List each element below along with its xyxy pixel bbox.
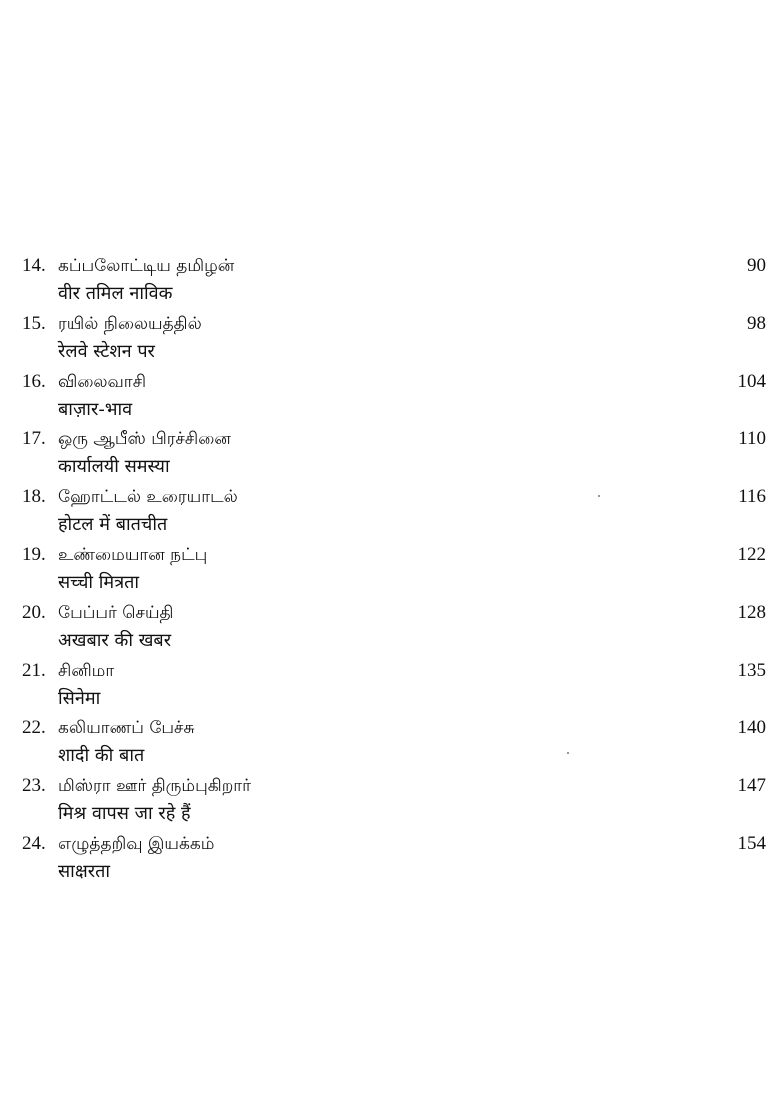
toc-entry (22, 368, 770, 426)
chapter-number: 18. (22, 486, 46, 508)
chapter-title-tamil: கப்பலோட்டிய தமிழன் (58, 256, 235, 276)
chapter-title-hindi: होटल में बातचीत (58, 514, 168, 536)
chapter-title-hindi: सिनेमा (58, 687, 101, 709)
chapter-number: 24. (22, 832, 46, 854)
chapter-number: 19. (22, 543, 46, 565)
chapter-title-tamil: ரயில் நிலையத்தில் (58, 313, 202, 334)
toc-entry (22, 830, 770, 888)
toc-entry (22, 657, 770, 715)
toc-entry (22, 714, 770, 772)
chapter-title-tamil: உண்மையான நட்பு (58, 544, 208, 565)
toc-entry (22, 772, 770, 830)
chapter-number: 14. (22, 255, 46, 276)
chapter-title-tamil: ஒரு ஆபீஸ் பிரச்சினை (58, 429, 231, 450)
chapter-title-hindi: साक्षरता (58, 860, 111, 882)
page-number: 110 (738, 428, 766, 450)
page-number: 147 (737, 775, 766, 797)
chapter-number: 21. (22, 659, 46, 681)
page-number: 140 (737, 717, 766, 739)
page-number: 104 (737, 370, 766, 392)
chapter-number: 15. (22, 312, 46, 334)
toc-entry (22, 599, 770, 657)
chapter-number: 17. (22, 428, 46, 450)
chapter-title-tamil: ஹோட்டல் உரையாடல் (58, 487, 238, 508)
page-number: 122 (737, 543, 766, 565)
page-number: 128 (737, 601, 766, 623)
page-number: 116 (738, 486, 766, 508)
chapter-title-tamil: கலியாணப் பேச்சு (58, 718, 195, 739)
chapter-number: 23. (22, 775, 46, 797)
toc-entry (22, 310, 770, 368)
toc-entry (22, 483, 770, 541)
chapter-title-hindi: अखबार की खबर (58, 629, 172, 651)
chapter-title-tamil: மிஸ்ரா ஊர் திரும்புகிறார் (58, 776, 252, 797)
chapter-title-hindi: रेलवे स्टेशन पर (58, 340, 155, 362)
chapter-number: 20. (22, 601, 46, 623)
toc-entry (22, 541, 770, 599)
page-number: 135 (737, 659, 766, 681)
page-number: 98 (747, 312, 766, 334)
chapter-title-hindi: सच्ची मित्रता (58, 571, 140, 593)
chapter-title-tamil: விலைவாசி (58, 371, 147, 392)
chapter-title-hindi: कार्यालयी समस्या (58, 456, 170, 478)
chapter-number: 22. (22, 717, 46, 739)
chapter-number: 16. (22, 370, 46, 392)
chapter-title-tamil: எழுத்தறிவு இயக்கம் (58, 833, 215, 854)
toc-entry (22, 252, 770, 310)
table-of-contents (22, 252, 770, 888)
page-number: 154 (737, 832, 766, 854)
chapter-title-hindi: मिश्र वापस जा रहे हैं (58, 803, 191, 825)
chapter-title-hindi: शादी की बात (58, 745, 145, 767)
chapter-title-hindi: वीर तमिल नाविक (58, 283, 173, 304)
scan-speck (598, 495, 600, 497)
chapter-title-tamil: பேப்பர் செய்தி (58, 602, 174, 623)
toc-entry (22, 425, 770, 483)
scan-speck (567, 752, 569, 754)
page-number: 90 (747, 255, 766, 276)
chapter-title-tamil: சினிமா (58, 660, 115, 681)
chapter-title-hindi: बाज़ार-भाव (58, 398, 133, 420)
